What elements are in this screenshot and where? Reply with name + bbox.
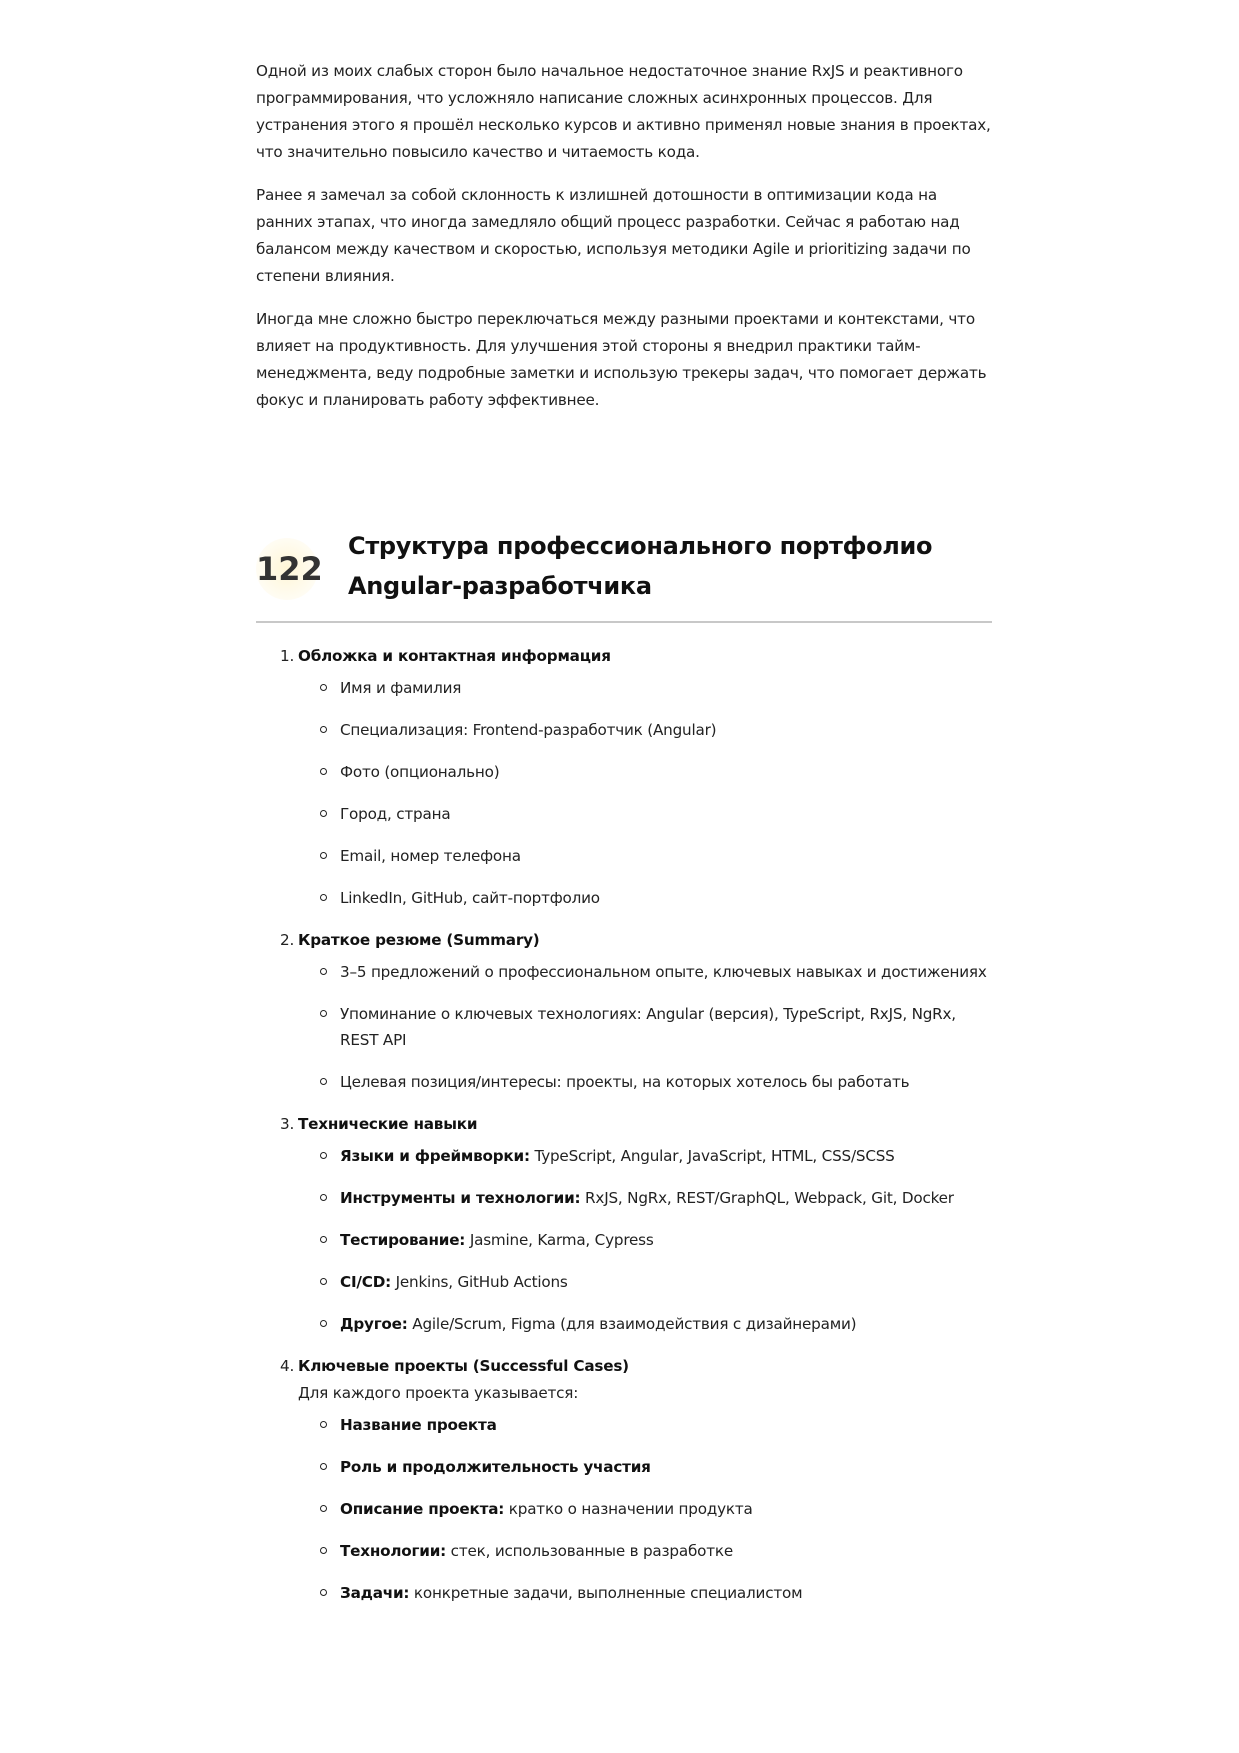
list-item <box>256 927 992 1095</box>
sub-list-item <box>298 1001 992 1053</box>
sub-item-label: Технологии: <box>340 1542 447 1560</box>
bullet-circle-icon <box>320 968 327 975</box>
bullet-circle-icon <box>320 684 327 691</box>
bullet-circle-icon <box>320 1505 327 1512</box>
list-item <box>256 1353 992 1606</box>
sub-item-label: Тестирование: <box>340 1231 466 1249</box>
sub-item-text: кратко о назначении продукта <box>504 1500 753 1518</box>
list-item-number: 1. <box>280 647 295 665</box>
bullet-circle-icon <box>320 726 327 733</box>
sub-item-text: Jasmine, Karma, Cypress <box>465 1231 654 1249</box>
sub-item-text: TypeScript, Angular, JavaScript, HTML, CSS/SCSS <box>529 1147 895 1165</box>
bullet-circle-icon <box>320 810 327 817</box>
sub-item-text: конкретные задачи, выполненные специалистом <box>409 1584 803 1602</box>
bullet-circle-icon <box>320 1152 327 1159</box>
sub-list <box>298 1143 992 1337</box>
sub-item-label: Задачи: <box>340 1584 410 1602</box>
sub-item-text: Имя и фамилия <box>340 679 462 697</box>
sub-list-item <box>298 959 992 985</box>
portfolio-structure-list <box>256 643 992 1606</box>
list-item <box>256 1111 992 1337</box>
sub-list <box>298 1412 992 1606</box>
sub-item-text: Jenkins, GitHub Actions <box>390 1273 568 1291</box>
bullet-circle-icon <box>320 1078 327 1085</box>
sub-list-item <box>298 1143 992 1169</box>
sub-item-text: 3–5 предложений о профессиональном опыте, ключевых навыках и достижениях <box>340 963 987 981</box>
bullet-circle-icon <box>320 1589 327 1596</box>
sub-list-item <box>298 1311 992 1337</box>
sub-list-item <box>298 717 992 743</box>
sub-list-item <box>298 675 992 701</box>
sub-item-text: Упоминание о ключевых технологиях: Angular (версия), TypeScript, RxJS, NgRx, REST API <box>340 1005 956 1049</box>
bullet-circle-icon <box>320 1421 327 1428</box>
sub-list-item <box>298 1496 992 1522</box>
list-item-intro: Для каждого проекта указывается: <box>298 1384 579 1402</box>
bullet-circle-icon <box>320 852 327 859</box>
sub-list-item <box>298 885 992 911</box>
sub-item-label: Название проекта <box>340 1416 497 1434</box>
sub-list-item <box>298 843 992 869</box>
sub-list-item <box>298 759 992 785</box>
sub-list-item <box>298 801 992 827</box>
bullet-circle-icon <box>320 1547 327 1554</box>
sub-list-item <box>298 1580 992 1606</box>
sub-item-text: Город, страна <box>340 805 451 823</box>
sub-list-item <box>298 1412 992 1438</box>
sub-item-text: Специализация: Frontend-разработчик (Angular) <box>340 721 717 739</box>
sub-list <box>298 675 992 911</box>
sub-item-label: Описание проекта: <box>340 1500 505 1518</box>
sub-item-label: CI/CD: <box>340 1273 391 1291</box>
sub-item-text: стек, использованные в разработке <box>446 1542 733 1560</box>
bullet-circle-icon <box>320 1010 327 1017</box>
sub-item-label: Языки и фреймворки: <box>340 1147 530 1165</box>
sub-list-item <box>298 1227 992 1253</box>
section-header <box>256 526 992 623</box>
section-number-badge: 122 <box>256 538 318 600</box>
list-item-number: 4. <box>280 1357 295 1375</box>
document-page <box>256 58 992 1622</box>
list-item-number: 3. <box>280 1115 295 1133</box>
list-item-title: Ключевые проекты (Successful Cases) <box>298 1357 629 1375</box>
bullet-circle-icon <box>320 1278 327 1285</box>
sub-list-item <box>298 1269 992 1295</box>
sub-item-text: LinkedIn, GitHub, сайт-портфолио <box>340 889 600 907</box>
sub-item-text: Email, номер телефона <box>340 847 521 865</box>
bullet-circle-icon <box>320 894 327 901</box>
paragraph-weakness-perfectionism: Ранее я замечал за собой склонность к излишней дотошности в оптимизации кода на ранних этапах, что иногда замедляло общий процесс разработки. Сейчас я работаю над балансом между качеством и скоростью, используя методики Agile и prioritizing задачи по степени влияния. <box>256 186 971 285</box>
sub-item-label: Роль и продолжительность участия <box>340 1458 651 1476</box>
bullet-circle-icon <box>320 1320 327 1327</box>
sub-item-label: Инструменты и технологии: <box>340 1189 581 1207</box>
sub-list-item <box>298 1069 992 1095</box>
bullet-circle-icon <box>320 1236 327 1243</box>
sub-list-item <box>298 1454 992 1480</box>
bullet-circle-icon <box>320 768 327 775</box>
bullet-circle-icon <box>320 1463 327 1470</box>
sub-list-item <box>298 1185 992 1211</box>
sub-list <box>298 959 992 1095</box>
section-title: Структура профессионального портфолио Angular-разработчика <box>348 532 933 600</box>
list-item <box>256 643 992 911</box>
bullet-circle-icon <box>320 1194 327 1201</box>
paragraph-weakness-rxjs: Одной из моих слабых сторон было начальное недостаточное знание RxJS и реактивного программирования, что усложняло написание сложных асинхронных процессов. Для устранения этого я прошёл несколько курсов и активно применял новые знания в проектах, что значительно повысило качество и читаемость кода. <box>256 62 991 161</box>
list-item-title: Технические навыки <box>298 1115 478 1133</box>
sub-list-item <box>298 1538 992 1564</box>
sub-item-text: RxJS, NgRx, REST/GraphQL, Webpack, Git, Docker <box>580 1189 954 1207</box>
list-item-title: Краткое резюме (Summary) <box>298 931 540 949</box>
sub-item-text: Agile/Scrum, Figma (для взаимодействия с дизайнерами) <box>407 1315 857 1333</box>
sub-item-text: Целевая позиция/интересы: проекты, на которых хотелось бы работать <box>340 1073 910 1091</box>
sub-item-text: Фото (опционально) <box>340 763 500 781</box>
paragraph-weakness-context-switching: Иногда мне сложно быстро переключаться между разными проектами и контекстами, что влияет на продуктивность. Для улучшения этой стороны я внедрил практики тайм-менеджмента, веду подробные заметки и использую трекеры задач, что помогает держать фокус и планировать работу эффективнее. <box>256 310 987 409</box>
sub-item-label: Другое: <box>340 1315 408 1333</box>
list-item-title: Обложка и контактная информация <box>298 647 611 665</box>
list-item-number: 2. <box>280 931 295 949</box>
